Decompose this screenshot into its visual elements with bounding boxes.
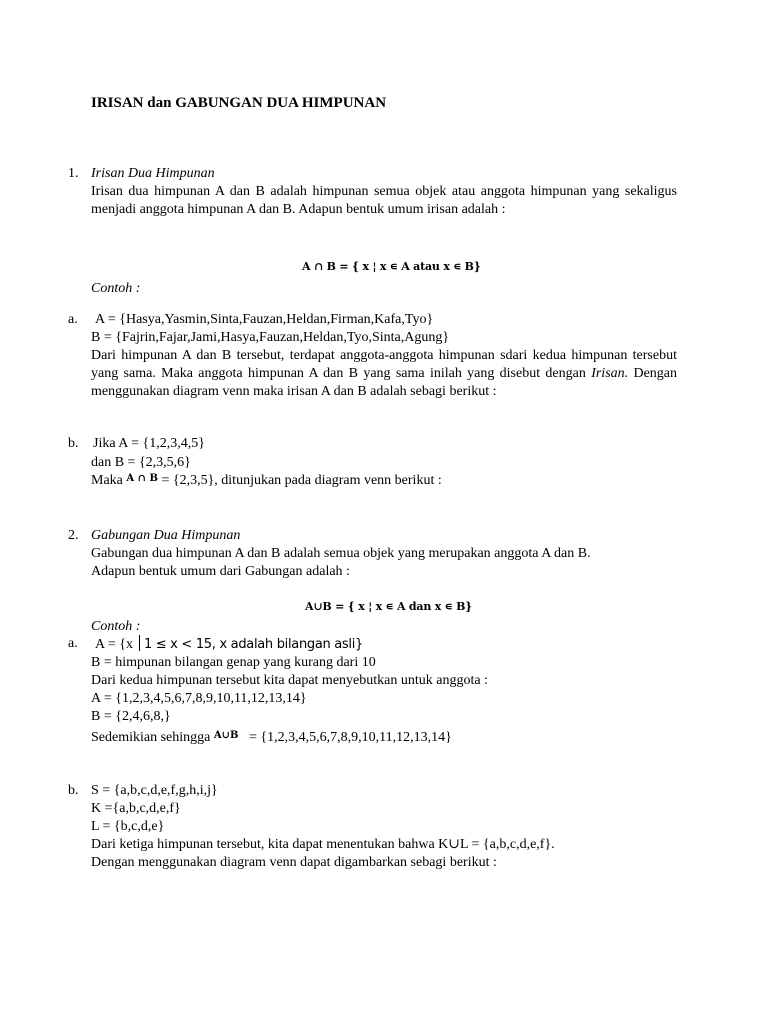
section-2-number: 2. [68, 528, 79, 543]
example-2a-line-5: B = {2,4,6,8,} [91, 709, 171, 724]
example-1a-set-a: A = {Hasya,Yasmin,Sinta,Fauzan,Heldan,Firman,Kafa,Tyo} [95, 312, 434, 327]
union-formula: A∪B = { x ¦ x ∊ A dan x ∊ B} [305, 600, 473, 613]
example-2a-line-4: A = {1,2,3,4,5,6,7,8,9,10,11,12,13,14} [91, 691, 307, 706]
example-2b-line-4: Dari ketiga himpunan tersebut, kita dapat menentukan bahwa K∪L = {a,b,c,d,e,f}. [91, 837, 555, 852]
intersection-formula: A ∩ B = { x ¦ x ∊ A atau x ∊ B} [302, 260, 481, 273]
section-2-line-2: Adapun bentuk umum dari Gabungan adalah : [91, 564, 350, 579]
section-2-line-1: Gabungan dua himpunan A dan B adalah semua objek yang merupakan anggota A dan B. [91, 546, 591, 561]
example-2a-line-3: Dari kedua himpunan tersebut kita dapat menyebutkan untuk anggota : [91, 673, 488, 688]
example-2a-set-b: B = himpunan bilangan genap yang kurang dari 10 [91, 655, 376, 670]
example-1b-set-b: dan B = {2,3,5,6} [91, 455, 191, 470]
document-title: IRISAN dan GABUNGAN DUA HIMPUNAN [91, 95, 387, 111]
example-2b-set-l: L = {b,c,d,e} [91, 819, 165, 834]
example-2b-line-5: Dengan menggunakan diagram venn dapat digambarkan sebagi berikut : [91, 855, 497, 870]
example-1a-label: a. [68, 312, 78, 327]
union-symbol: A∪B [213, 730, 239, 741]
section-1-contoh: Contoh : [91, 281, 141, 296]
example-1b-result: Maka $^{A \cap B}$ = {2,3,5}, ditunjukan pada diagram venn berikut : [91, 473, 442, 488]
example-2a-label: a. [68, 636, 78, 651]
example-2b-label: b. [68, 783, 79, 798]
example-2b-set-s: S = {a,b,c,d,e,f,g,h,i,j} [91, 783, 218, 798]
example-1b-label: b. [68, 436, 79, 451]
such-that-bar [139, 635, 140, 651]
example-1a-set-b: B = {Fajrin,Fajar,Jami,Hasya,Fauzan,Heldan,Tyo,Sinta,Agung} [91, 330, 450, 345]
section-1-heading: Irisan Dua Himpunan [91, 166, 215, 181]
section-1-paragraph: Irisan dua himpunan A dan B adalah himpunan semua objek atau anggota himpunan yang sekaligus menjadi anggota himpunan A dan B. Adapun bentuk umum irisan adalah : [91, 184, 677, 217]
section-1-number: 1. [68, 166, 79, 181]
example-2b-set-k: K ={a,b,c,d,e,f} [91, 801, 181, 816]
section-2-contoh: Contoh : [91, 619, 141, 634]
section-2-heading: Gabungan Dua Himpunan [91, 528, 241, 543]
example-2a-set-a: A = {x 1 ≤ x < 15, x adalah bilangan asli} [95, 637, 364, 652]
intersection-symbol: A ∩ B [126, 473, 158, 484]
example-2a-result: Sedemikian sehingga $^{A\cup B}$ = {1,2,3,4,5,6,7,8,9,10,11,12,13,14} [91, 730, 452, 745]
example-1b-set-a: Jika A = {1,2,3,4,5} [93, 436, 205, 451]
example-1a-paragraph: Dari himpunan A dan B tersebut, terdapat anggota-anggota himpunan sdari kedua himpunan tersebut yang sama. Maka anggota himpunan A dan B yang sama inilah yang disebut dengan Irisan. Dengan menggunakan diagram venn maka irisan A dan B adalah sebagi berikut : [91, 348, 678, 399]
